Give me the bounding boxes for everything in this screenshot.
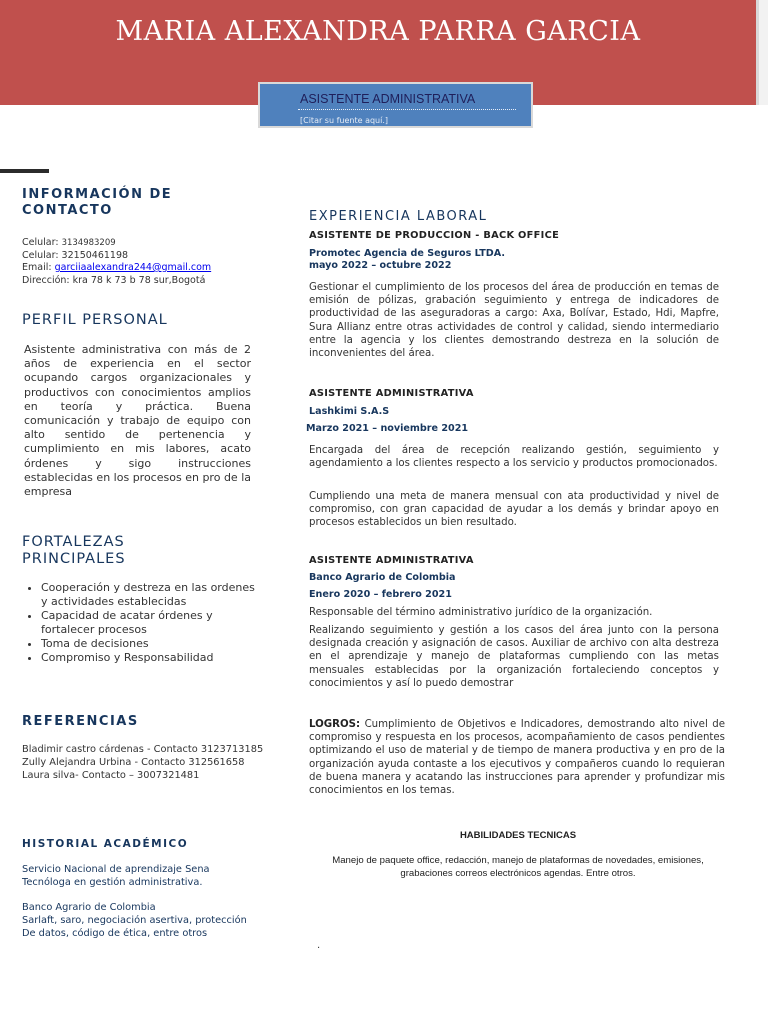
cite-source-placeholder[interactable]: [Citar su fuente aquí.]	[300, 116, 388, 125]
references-list	[22, 743, 292, 782]
left-accent-bar	[0, 169, 49, 173]
achievements	[309, 718, 725, 797]
email-line: Email: garciiaalexandra244@gmail.com	[22, 262, 212, 273]
address: Dirección: kra 78 k 73 b 78 sur,Bogotá	[22, 274, 206, 286]
reference-item: Zully Alejandra Urbina - Contacto 312561658	[22, 757, 245, 768]
strength-item: • Capacidad de acatar órdenes y fortalecer procesos	[41, 609, 262, 637]
profile-heading: PERFIL PERSONAL	[22, 312, 168, 328]
achievements-label: LOGROS:	[309, 719, 361, 730]
strength-item: • Compromiso y Responsabilidad	[41, 651, 262, 665]
job-dates: Enero 2020 – febrero 2021	[309, 589, 452, 600]
candidate-name: MARIA ALEXANDRA PARRA GARCIA	[115, 16, 641, 47]
education-heading: HISTORIAL ACADÉMICO	[22, 838, 189, 850]
job-description-2: Cumpliendo una meta de manera mensual con ata productividad y nivel de compromiso, con gran capacidad de ayudar a los demás y brindar apoyo en procesos establecidos un bien resultado.	[309, 491, 719, 529]
email-link[interactable]: garciiaalexandra244@gmail.com	[54, 262, 212, 273]
phone-1: Celular: 3134983209	[22, 237, 116, 248]
job-description-2: Realizando seguimiento y gestión a los casos del área junto con la persona designada creación y asignación de casos. Auxiliar de archivo con alta destreza en el aprendizaje y manejo de plataformas cumpliendo con las metas mensuales establecidas por la organización fortaleciendo conceptos y conocimientos y así lo puedo demostrar	[309, 625, 719, 689]
profile-text: Asistente administrativa con más de 2 años de experiencia en el sector ocupando cargos organizacionales y productivos con conocimientos amplios en teoría y práctica. Buena comunicación y trabajo de equipo con alto sentido de pertenencia y cumplimiento en mis labores, acato órdenes y sigo instrucciones establecidas en los procesos en pro de la empresa	[24, 343, 251, 499]
job-role: ASISTENTE DE PRODUCCION - BACK OFFICE	[309, 230, 560, 241]
contact-heading: INFORMACIÓN DE CONTACTO	[22, 187, 173, 218]
job-company: Promotec Agencia de Seguros LTDA.	[309, 248, 505, 259]
references-heading: REFERENCIAS	[22, 714, 139, 729]
stray-dot: .	[317, 940, 321, 951]
contact-block	[22, 237, 282, 287]
skills-text: Manejo de paquete office, redacción, manejo de plataformas de novedades, emisiones, grabaciones correos electrónicos agendas. Entre otros.	[332, 855, 704, 879]
job-company: Banco Agrario de Colombia	[309, 572, 456, 583]
strengths-heading: FORTALEZAS PRINCIPALES	[22, 534, 126, 567]
job-dates: Marzo 2021 – noviembre 2021	[306, 423, 469, 434]
job-company: Lashkimi S.A.S	[309, 406, 390, 417]
job-role: ASISTENTE ADMINISTRATIVA	[309, 388, 474, 399]
reference-item: Laura silva- Contacto – 3007321481	[22, 770, 200, 781]
header-edge-strip	[759, 0, 768, 105]
job-title: ASISTENTE ADMINISTRATIVA	[300, 92, 476, 106]
strength-item: • Cooperación y destreza en las ordenes y actividades establecidas	[41, 581, 262, 609]
job-description: Encargada del área de recepción realizando gestión, seguimiento y agendamiento a los clientes respecto a los servicio y productos promocionados.	[309, 445, 719, 470]
achievements-text: Cumplimiento de Objetivos e Indicadores, demostrando alto nivel de compromiso y respuesta en los procesos, acompañamiento de casos pendientes optimizando el uso de material y de tiempo de manera productiva y en pro de la organización ayuda contaste a los ejecutivos y compañeros cuando lo requieran de buena manera y acatando las instrucciones para aprender y profundizar mis conocimientos en los temas.	[309, 719, 725, 797]
job-role: ASISTENTE ADMINISTRATIVA	[309, 555, 474, 566]
reference-item: Bladimir castro cárdenas - Contacto 3123713185	[22, 744, 264, 755]
strength-item: • Toma de decisiones	[41, 637, 262, 651]
job-title-rule	[298, 109, 516, 110]
job-description: Gestionar el cumplimiento de los procesos del área de producción en temas de emisión de pólizas, grabación seguimiento y entrega de indicadores de productividad de las aseguradoras a cargo: Axa, Bolívar, Estado, Hdi, Mapfre, Sura Allianz entre otras actividades de control y calidad, siendo intermediario entre la agencia y los clientes demostrando destreza en la solución de inconvenientes del área.	[309, 282, 719, 360]
job-title-box	[258, 82, 533, 128]
job-dates: mayo 2022 – octubre 2022	[309, 260, 452, 271]
phone-2: Celular: 32150461198	[22, 249, 129, 261]
job-description: Responsable del término administrativo jurídico de la organización.	[309, 607, 653, 618]
strengths-list	[22, 581, 262, 665]
education-block: Servicio Nacional de aprendizaje Sena Tecnóloga en gestión administrativa. Banco Agrario de Colombia Sarlaft, saro, negociación asertiva, protección De datos, código de ética, entre otros	[22, 864, 247, 939]
skills-heading: HABILIDADES TECNICAS	[459, 830, 577, 841]
experience-heading: EXPERIENCIA LABORAL	[309, 209, 488, 224]
